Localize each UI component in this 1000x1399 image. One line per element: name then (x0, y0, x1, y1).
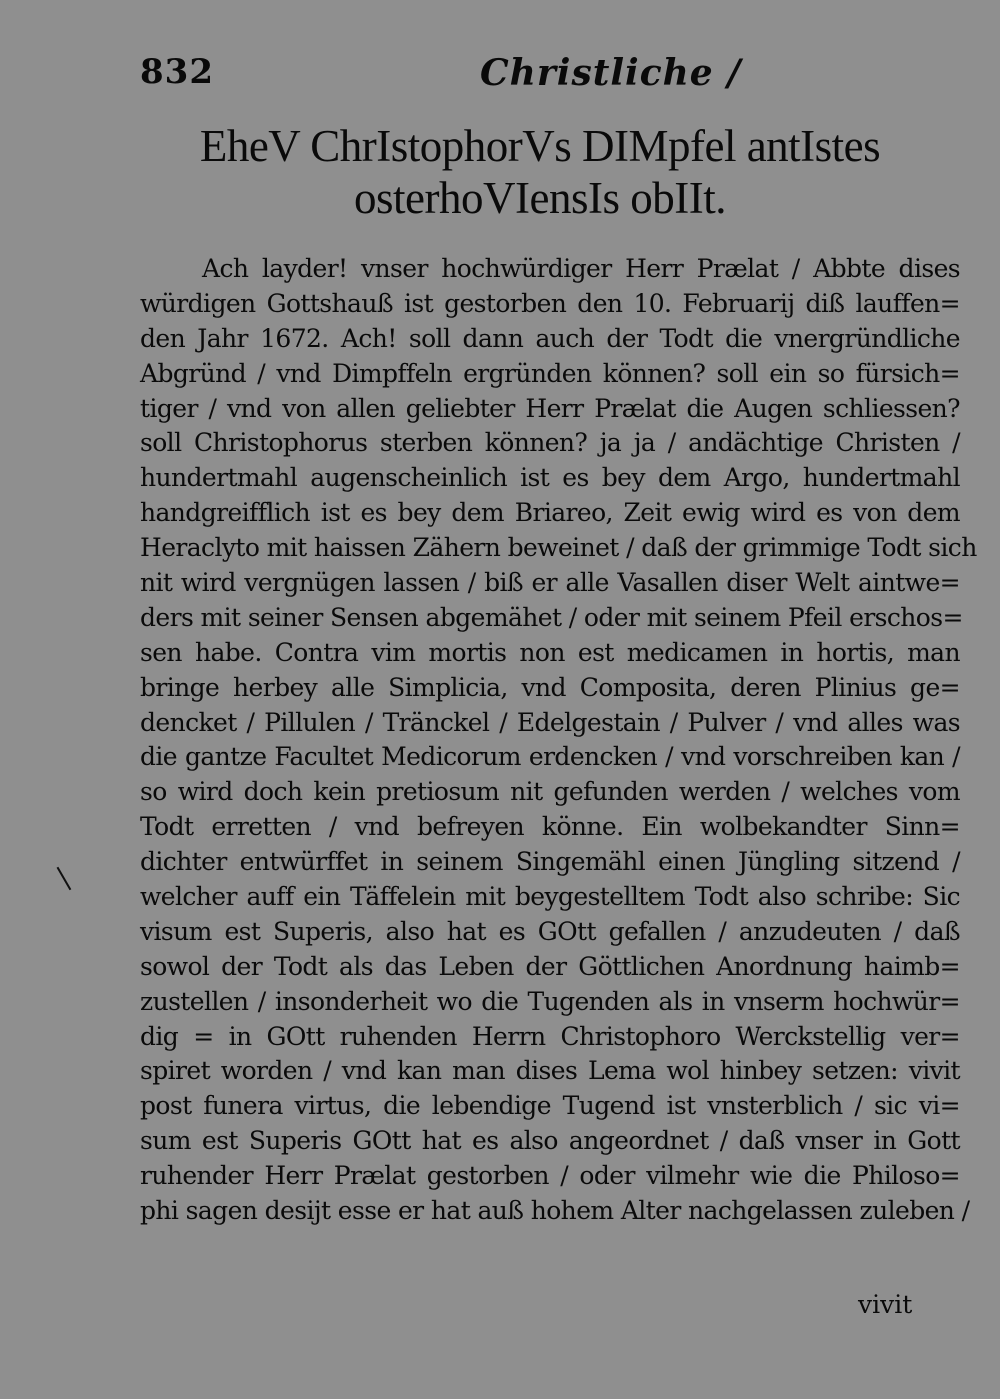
text-line: visum est Superis, also hat es GOtt gefallen / anzudeuten / daß (140, 916, 960, 946)
text-line: tiger / vnd von allen geliebter Herr Prælat die Augen schliessen? (140, 393, 960, 423)
catchword: vivit (858, 1290, 913, 1319)
text-line: würdigen Gottshauß ist gestorben den 10. Februarij diß lauffen= (140, 288, 960, 318)
text-line: sowol der Todt als das Leben der Göttlichen Anordnung haimb= (140, 951, 960, 981)
text-line: handgreifflich ist es bey dem Briareo, Zeit ewig wird es von dem (140, 498, 960, 528)
text-line: den Jahr 1672. Ach! soll dann auch der Todt die vnergründliche (140, 323, 960, 353)
text-line: Heraclyto mit haissen Zähern beweinet / daß der grimmige Todt sich (140, 533, 977, 563)
text-line: welcher auff ein Täffelein mit beygestelltem Todt also schribe: Sic (140, 882, 960, 912)
text-line: ruhender Herr Prælat gestorben / oder vilmehr wie die Philoso= (140, 1161, 960, 1191)
text-line: sum est Superis GOtt hat es also angeordnet / daß vnser in Gott (140, 1126, 960, 1156)
text-line: zustellen / insonderheit wo die Tugenden als in vnserm hochwür= (140, 986, 960, 1016)
text-line: hundertmahl augenscheinlich ist es bey dem Argo, hundertmahl (140, 463, 960, 493)
running-head (140, 52, 880, 102)
text-line: dig = in GOtt ruhenden Herrn Christophoro Werckstellig ver= (140, 1021, 960, 1051)
text-line: so wird doch kein pretiosum nit gefunden werden / welches vom (140, 777, 960, 807)
text-line: phi sagen desijt esse er hat auß hohem Alter nachgelassen zuleben / (140, 1196, 970, 1226)
text-line: ders mit seiner Sensen abgemähet / oder mit seinem Pfeil erschos= (140, 602, 963, 632)
text-line: sen habe. Contra vim mortis non est medicamen in hortis, man (140, 637, 960, 667)
text-line: bringe herbey alle Simplicia, vnd Composita, deren Plinius ge= (140, 672, 960, 702)
text-line: die gantze Facultet Medicorum erdencken / vnd vorschreiben kan / (140, 742, 960, 772)
page-number: 832 (140, 52, 214, 92)
running-title: Christliche / (480, 52, 742, 94)
text-line: soll Christophorus sterben können? ja ja / andächtige Christen / (140, 428, 960, 458)
text-line: dichter entwürffet in seinem Singemähl einen Jüngling sitzend / (140, 847, 960, 877)
text-line: spiret worden / vnd kan man dises Lema wol hinbey setzen: vivit (140, 1056, 960, 1086)
text-line: post funera virtus, die lebendige Tugend ist vnsterblich / sic vi= (140, 1091, 960, 1121)
text-line: dencket / Pillulen / Tränckel / Edelgestain / Pulver / vnd alles was (140, 707, 960, 737)
chronogram-heading (120, 120, 960, 224)
chronogram-line-2: osterhoVIensIs obIIt. (354, 173, 726, 223)
chronogram-line-1: EheV ChrIstophorVs DIMpfel antIstes (199, 121, 881, 171)
text-line: Abgründ / vnd Dimpffeln ergründen können? soll ein so fürsich= (140, 358, 960, 388)
text-line: nit wird vergnügen lassen / biß er alle Vasallen diser Welt aintwe= (140, 568, 960, 598)
text-line: Ach layder! vnser hochwürdiger Herr Prælat / Abbte dises (202, 254, 960, 283)
text-line: Todt erretten / vnd befreyen könne. Ein wolbekandter Sinn= (140, 812, 960, 842)
body-text (140, 252, 977, 1229)
margin-mark (57, 860, 84, 891)
